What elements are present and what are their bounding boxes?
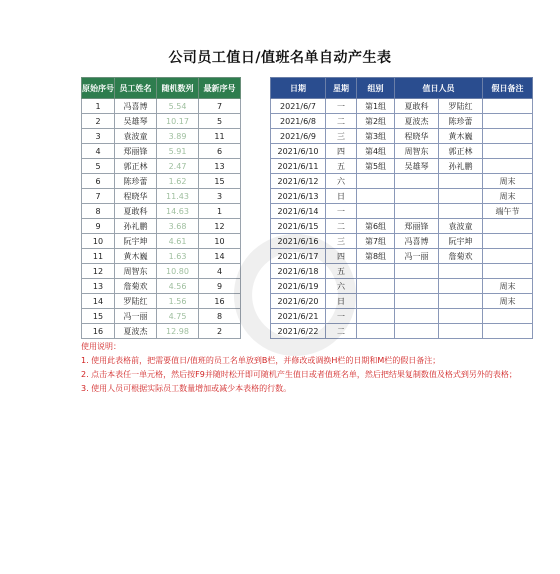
table-cell[interactable]: [483, 264, 533, 279]
employee-header-cell: 随机数列: [157, 78, 199, 99]
table-row: [82, 249, 241, 264]
table-cell[interactable]: 12: [82, 264, 115, 279]
table-cell[interactable]: 日: [326, 189, 357, 204]
table-cell[interactable]: 三: [326, 129, 357, 144]
table-row: [82, 264, 241, 279]
table-row: [82, 144, 241, 159]
table-cell[interactable]: 12: [199, 219, 241, 234]
table-row: [82, 309, 241, 324]
table-cell[interactable]: 二: [326, 324, 357, 339]
table-cell[interactable]: 一: [326, 204, 357, 219]
schedule-header-cell: 组别: [357, 78, 395, 99]
table-cell[interactable]: 13: [82, 279, 115, 294]
table-cell[interactable]: 9: [82, 219, 115, 234]
table-cell[interactable]: 罗陆红: [439, 99, 483, 114]
table-cell[interactable]: 6: [82, 174, 115, 189]
table-cell[interactable]: 7: [82, 189, 115, 204]
table-row: [271, 159, 533, 174]
table-cell[interactable]: 2021/6/20: [271, 294, 326, 309]
table-cell[interactable]: [395, 264, 439, 279]
table-cell[interactable]: 2021/6/15: [271, 219, 326, 234]
table-cell[interactable]: 陈珍蕾: [439, 114, 483, 129]
table-cell[interactable]: 阮宇坤: [115, 234, 157, 249]
table-cell[interactable]: [483, 114, 533, 129]
table-row: [82, 279, 241, 294]
table-row: [82, 219, 241, 234]
table-cell[interactable]: 11.43: [157, 189, 199, 204]
table-row: [271, 129, 533, 144]
table-cell[interactable]: 2: [199, 324, 241, 339]
table-cell[interactable]: 4: [82, 144, 115, 159]
note-line: 2. 点击本表任一单元格，然后按F9并随时松开即可随机产生值日或者值班名单，然后把结果复制数值及格式到另外的表格；: [81, 370, 517, 379]
table-cell[interactable]: 8: [199, 309, 241, 324]
table-cell[interactable]: 1.63: [157, 249, 199, 264]
table-cell[interactable]: [357, 264, 395, 279]
table-cell[interactable]: [439, 309, 483, 324]
table-cell[interactable]: 3: [199, 189, 241, 204]
table-cell[interactable]: 第1组: [357, 99, 395, 114]
employee-header-cell: 最新序号: [199, 78, 241, 99]
table-cell[interactable]: 2021/6/8: [271, 114, 326, 129]
table-cell[interactable]: 5.54: [157, 99, 199, 114]
table-cell[interactable]: 13: [199, 159, 241, 174]
table-cell[interactable]: 五: [326, 264, 357, 279]
employee-table-header: [82, 78, 241, 99]
table-row: [82, 204, 241, 219]
table-cell[interactable]: [483, 324, 533, 339]
table-cell[interactable]: 程晓华: [115, 189, 157, 204]
table-cell[interactable]: [357, 204, 395, 219]
table-cell[interactable]: 四: [326, 144, 357, 159]
table-cell[interactable]: 周智东: [395, 144, 439, 159]
table-cell[interactable]: 一: [326, 99, 357, 114]
table-cell[interactable]: 2021/6/12: [271, 174, 326, 189]
table-cell[interactable]: [439, 279, 483, 294]
table-cell[interactable]: 第7组: [357, 234, 395, 249]
table-cell[interactable]: [395, 174, 439, 189]
table-cell[interactable]: [439, 294, 483, 309]
table-cell[interactable]: 3.89: [157, 129, 199, 144]
table-cell[interactable]: 2.47: [157, 159, 199, 174]
table-row: [271, 189, 533, 204]
table-cell[interactable]: 2021/6/13: [271, 189, 326, 204]
note-line: 1. 使用此表格前，把需要值日/值班的员工名单放到B栏，并修改或调换H栏的日期和M栏的假日备注；: [81, 356, 441, 365]
table-cell[interactable]: 冯一丽: [395, 249, 439, 264]
table-cell[interactable]: 16: [199, 294, 241, 309]
table-cell[interactable]: 2021/6/11: [271, 159, 326, 174]
table-cell[interactable]: 周末: [483, 279, 533, 294]
table-cell[interactable]: 2021/6/18: [271, 264, 326, 279]
table-cell[interactable]: 2021/6/7: [271, 99, 326, 114]
table-cell[interactable]: 6: [199, 144, 241, 159]
table-cell[interactable]: 罗陆红: [115, 294, 157, 309]
watermark-icon: [230, 230, 360, 360]
table-cell[interactable]: 二: [326, 114, 357, 129]
table-cell[interactable]: 16: [82, 324, 115, 339]
table-cell[interactable]: 吴雄琴: [395, 159, 439, 174]
table-cell[interactable]: 11: [199, 129, 241, 144]
table-cell[interactable]: 第4组: [357, 144, 395, 159]
table-cell[interactable]: [395, 294, 439, 309]
table-cell[interactable]: 2021/6/21: [271, 309, 326, 324]
table-cell[interactable]: [483, 144, 533, 159]
table-cell[interactable]: 阮宇坤: [439, 234, 483, 249]
notes-heading: 使用说明：: [81, 342, 121, 351]
table-cell[interactable]: 郭正林: [439, 144, 483, 159]
table-cell[interactable]: 1: [199, 204, 241, 219]
table-cell[interactable]: 吴雄琴: [115, 114, 157, 129]
table-cell[interactable]: 程晓华: [395, 129, 439, 144]
table-cell[interactable]: 2021/6/14: [271, 204, 326, 219]
table-cell[interactable]: 孙礼鹏: [115, 219, 157, 234]
employee-header-cell: 员工姓名: [115, 78, 157, 99]
table-row: [82, 129, 241, 144]
page-title: 公司员工值日/值班名单自动产生表: [168, 50, 392, 66]
table-cell[interactable]: 第5组: [357, 159, 395, 174]
table-cell[interactable]: 4.75: [157, 309, 199, 324]
table-cell[interactable]: 郑丽锋: [395, 219, 439, 234]
table-cell[interactable]: [395, 309, 439, 324]
table-cell[interactable]: [357, 294, 395, 309]
table-cell[interactable]: 五: [326, 159, 357, 174]
table-cell[interactable]: [439, 264, 483, 279]
schedule-header-cell: 值日人员: [395, 78, 483, 99]
table-cell[interactable]: 六: [326, 279, 357, 294]
table-cell[interactable]: 二: [326, 219, 357, 234]
table-cell[interactable]: 5: [199, 114, 241, 129]
table-cell[interactable]: 4: [199, 264, 241, 279]
table-cell[interactable]: 夏敢科: [395, 99, 439, 114]
table-cell[interactable]: 第8组: [357, 249, 395, 264]
table-cell[interactable]: 郑丽锋: [115, 144, 157, 159]
table-cell[interactable]: 詹菊欢: [439, 249, 483, 264]
table-cell[interactable]: [439, 204, 483, 219]
table-cell[interactable]: 5.91: [157, 144, 199, 159]
table-cell[interactable]: [357, 189, 395, 204]
table-cell[interactable]: 8: [82, 204, 115, 219]
table-cell[interactable]: 日: [326, 294, 357, 309]
schedule-table-header: [271, 78, 533, 99]
table-cell[interactable]: 14: [199, 249, 241, 264]
table-cell[interactable]: [483, 234, 533, 249]
table-cell[interactable]: 15: [199, 174, 241, 189]
table-cell[interactable]: 第2组: [357, 114, 395, 129]
table-cell[interactable]: 10.17: [157, 114, 199, 129]
table-cell[interactable]: 10: [82, 234, 115, 249]
table-cell[interactable]: 2021/6/17: [271, 249, 326, 264]
employee-header-cell: 原始序号: [82, 78, 115, 99]
table-cell[interactable]: [483, 249, 533, 264]
table-cell[interactable]: [395, 204, 439, 219]
table-cell[interactable]: 陈珍蕾: [115, 174, 157, 189]
table-cell[interactable]: [439, 324, 483, 339]
table-cell[interactable]: 袁波童: [115, 129, 157, 144]
table-row: [271, 99, 533, 114]
table-cell[interactable]: 六: [326, 174, 357, 189]
table-row: [82, 294, 241, 309]
table-row: [82, 174, 241, 189]
table-cell[interactable]: 2: [82, 114, 115, 129]
table-cell[interactable]: 四: [326, 249, 357, 264]
schedule-header-cell: 日期: [271, 78, 326, 99]
schedule-header-cell: 假日备注: [483, 78, 533, 99]
table-cell[interactable]: 9: [199, 279, 241, 294]
table-cell[interactable]: 夏波杰: [395, 114, 439, 129]
table-cell[interactable]: 1.62: [157, 174, 199, 189]
table-cell[interactable]: [483, 159, 533, 174]
schedule-header-cell: 星期: [326, 78, 357, 99]
table-cell[interactable]: 2021/6/16: [271, 234, 326, 249]
table-cell[interactable]: 3.68: [157, 219, 199, 234]
table-row: [82, 159, 241, 174]
table-cell[interactable]: 周智东: [115, 264, 157, 279]
table-cell[interactable]: 詹菊欢: [115, 279, 157, 294]
table-cell[interactable]: 袁波童: [439, 219, 483, 234]
table-cell[interactable]: 夏敢科: [115, 204, 157, 219]
table-cell[interactable]: 黄木巍: [115, 249, 157, 264]
table-cell[interactable]: 15: [82, 309, 115, 324]
table-cell[interactable]: [483, 99, 533, 114]
table-cell[interactable]: 夏波杰: [115, 324, 157, 339]
table-cell[interactable]: 4.56: [157, 279, 199, 294]
table-cell[interactable]: 冯一丽: [115, 309, 157, 324]
table-row: [271, 114, 533, 129]
table-cell[interactable]: 第3组: [357, 129, 395, 144]
table-row: [271, 174, 533, 189]
employee-table: [81, 77, 241, 339]
table-cell[interactable]: 14: [82, 294, 115, 309]
table-row: [82, 234, 241, 249]
table-cell[interactable]: 11: [82, 249, 115, 264]
table-cell[interactable]: [483, 129, 533, 144]
table-cell[interactable]: 7: [199, 99, 241, 114]
table-row: [271, 144, 533, 159]
table-cell[interactable]: [357, 324, 395, 339]
table-cell[interactable]: 2021/6/9: [271, 129, 326, 144]
table-cell[interactable]: 2021/6/22: [271, 324, 326, 339]
table-cell[interactable]: [483, 309, 533, 324]
table-cell[interactable]: 第6组: [357, 219, 395, 234]
table-cell[interactable]: 14.63: [157, 204, 199, 219]
table-cell[interactable]: [439, 174, 483, 189]
table-cell[interactable]: 2021/6/19: [271, 279, 326, 294]
table-cell[interactable]: 10: [199, 234, 241, 249]
table-cell[interactable]: [357, 309, 395, 324]
table-cell[interactable]: 冯喜博: [395, 234, 439, 249]
table-cell[interactable]: [395, 324, 439, 339]
table-cell[interactable]: [483, 219, 533, 234]
table-row: [82, 324, 241, 339]
table-cell[interactable]: 5: [82, 159, 115, 174]
table-row: [82, 114, 241, 129]
table-cell[interactable]: 黄木巍: [439, 129, 483, 144]
note-line: 3. 使用人员可根据实际员工数量增加或减少本表格的行数。: [81, 384, 292, 393]
table-cell[interactable]: [395, 189, 439, 204]
table-cell[interactable]: 周末: [483, 294, 533, 309]
table-cell[interactable]: 1.56: [157, 294, 199, 309]
table-cell[interactable]: 周末: [483, 174, 533, 189]
table-cell[interactable]: [357, 174, 395, 189]
table-cell[interactable]: 1: [82, 99, 115, 114]
table-cell[interactable]: 冯喜博: [115, 99, 157, 114]
table-row: [271, 204, 533, 219]
table-cell[interactable]: 12.98: [157, 324, 199, 339]
table-cell[interactable]: 周末: [483, 189, 533, 204]
table-cell[interactable]: 2021/6/10: [271, 144, 326, 159]
table-cell[interactable]: 4.61: [157, 234, 199, 249]
table-cell[interactable]: [357, 279, 395, 294]
table-cell[interactable]: 三: [326, 234, 357, 249]
table-cell[interactable]: 郭正林: [115, 159, 157, 174]
table-cell[interactable]: 端午节: [483, 204, 533, 219]
table-row: [82, 189, 241, 204]
table-cell[interactable]: 孙礼鹏: [439, 159, 483, 174]
table-cell[interactable]: 一: [326, 309, 357, 324]
table-cell[interactable]: 10.80: [157, 264, 199, 279]
table-cell[interactable]: 3: [82, 129, 115, 144]
table-row: [82, 99, 241, 114]
table-cell[interactable]: [395, 279, 439, 294]
table-cell[interactable]: [439, 189, 483, 204]
